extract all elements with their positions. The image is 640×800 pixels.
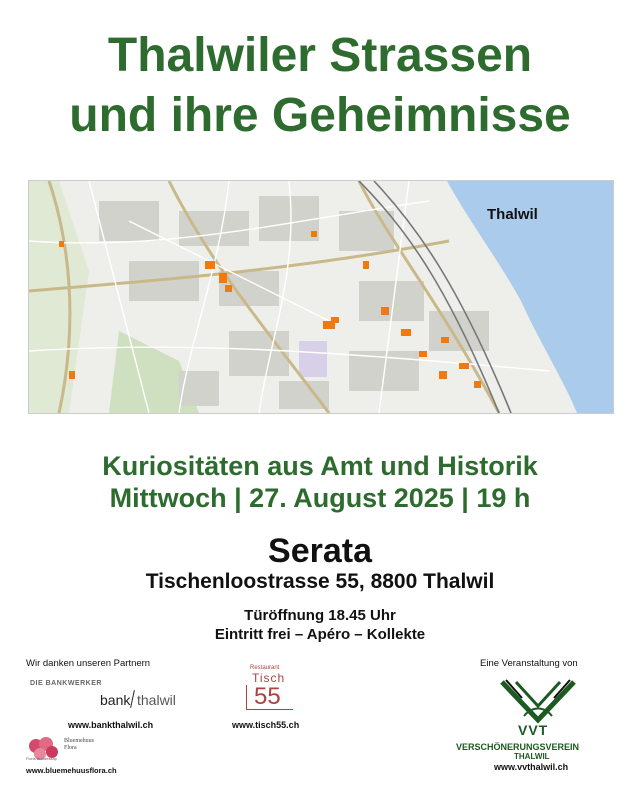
bank-url[interactable]: www.bankthalwil.ch [68,720,154,730]
venue-address: Tischenloostrasse 55, 8800 Thalwil [145,570,495,593]
street-map [28,180,614,414]
bank-thalwil-logo [30,680,190,714]
tisch-url[interactable]: www.tisch55.ch [232,720,300,730]
flora-url[interactable]: www.bluemehuusflora.ch [26,766,117,775]
bank-name-part2: thalwil [137,692,176,708]
bank-name-part1: bank [100,692,131,708]
entry-info: Eintritt frei – Apéro – Kollekte [214,626,426,643]
vvt-emblem-icon [496,676,580,726]
organizer-name-line1: VERSCHÖNERUNGSVEREIN [456,742,580,752]
bank-divider-icon [130,690,135,708]
organizer-name-line2: THALWIL [514,752,550,761]
venue-name: Serata [268,532,372,570]
flora-logo [26,734,106,764]
bank-tagline: DIE BANKWERKER [30,680,102,687]
vvt-letters: VVT [518,722,549,738]
tisch-word: Tisch [252,671,286,685]
flora-sub: Floris Bundeskap [26,756,57,761]
poster-title-line1: Thalwiler Strassen [107,29,533,82]
event-subtitle: Kuriositäten aus Amt und Historik [102,451,538,481]
organizer-url[interactable]: www.vvthalwil.ch [494,762,569,772]
event-date-time: Mittwoch | 27. August 2025 | 19 h [109,483,531,513]
map-place-label: Thalwil [487,206,538,223]
doors-open-info: Türöffnung 18.45 Uhr [244,607,396,624]
flora-name: Bluemehuus Flora [64,738,94,751]
organizer-heading: Eine Veranstaltung von [480,658,578,669]
poster-title-line2: und ihre Geheimnisse [69,89,571,142]
tisch-small-label: Restaurant [250,665,280,671]
vvt-logo [496,676,580,738]
tisch-number: 55 [254,683,281,710]
tisch55-logo [240,665,300,715]
partners-heading: Wir danken unseren Partnern [26,658,151,669]
